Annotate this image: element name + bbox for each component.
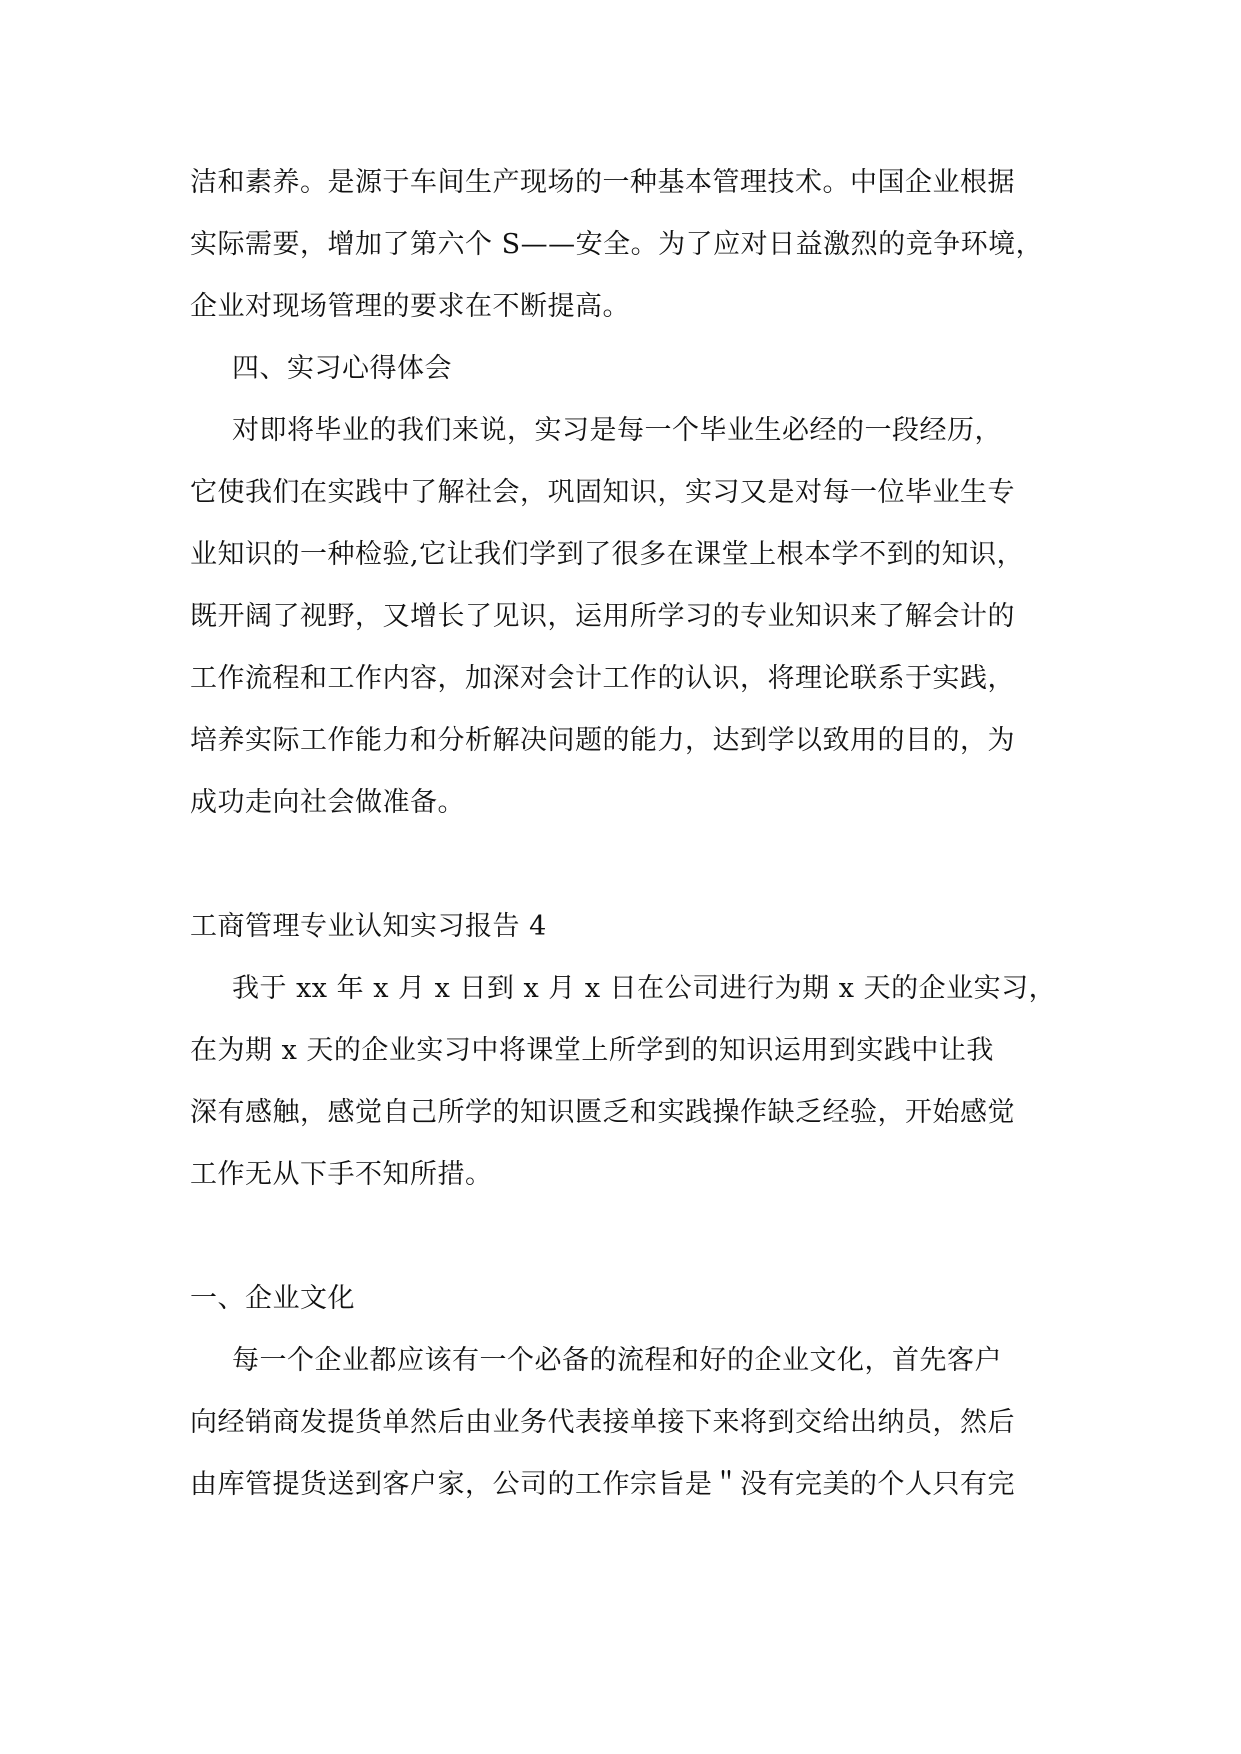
paragraph-line: 培养实际工作能力和分析解决问题的能力，达到学以致用的目的，为 [190, 725, 1015, 756]
paragraph-line: 洁和素养。是源于车间生产现场的一种基本管理技术。中国企业根据 [190, 167, 1015, 198]
paragraph-line: 既开阔了视野，又增长了见识，运用所学习的专业知识来了解会计的 [190, 601, 1015, 632]
paragraph-line: 它使我们在实践中了解社会，巩固知识，实习又是对每一位毕业生专 [190, 477, 1015, 508]
paragraph-line: 工作流程和工作内容，加深对会计工作的认识，将理论联系于实践， [190, 663, 1015, 694]
paragraph-line: 在为期 x 天的企业实习中将课堂上所学到的知识运用到实践中让我 [190, 1035, 994, 1066]
paragraph-line: 企业对现场管理的要求在不断提高。 [190, 291, 630, 322]
paragraph-line: 业知识的一种检验,它让我们学到了很多在课堂上根本学不到的知识， [190, 539, 1025, 570]
report-title: 工商管理专业认知实习报告 4 [190, 911, 547, 942]
paragraph-line: 深有感触，感觉自己所学的知识匮乏和实践操作缺乏经验，开始感觉 [190, 1097, 1015, 1128]
paragraph-line: 我于 xx 年 x 月 x 日到 x 月 x 日在公司进行为期 x 天的企业实习， [232, 973, 1057, 1004]
section-heading: 一、企业文化 [190, 1283, 355, 1314]
section-heading: 四、实习心得体会 [232, 353, 452, 384]
paragraph-line: 工作无从下手不知所措。 [190, 1159, 493, 1190]
paragraph-line: 成功走向社会做准备。 [190, 787, 465, 818]
paragraph-line: 由库管提货送到客户家，公司的工作宗旨是＂没有完美的个人只有完 [190, 1469, 1015, 1500]
paragraph-line: 对即将毕业的我们来说，实习是每一个毕业生必经的一段经历， [232, 415, 1002, 446]
paragraph-line: 实际需要，增加了第六个 S——安全。为了应对日益激烈的竞争环境， [190, 229, 1044, 260]
paragraph-line: 向经销商发提货单然后由业务代表接单接下来将到交给出纳员，然后 [190, 1407, 1015, 1438]
paragraph-line: 每一个企业都应该有一个必备的流程和好的企业文化，首先客户 [232, 1345, 1002, 1376]
